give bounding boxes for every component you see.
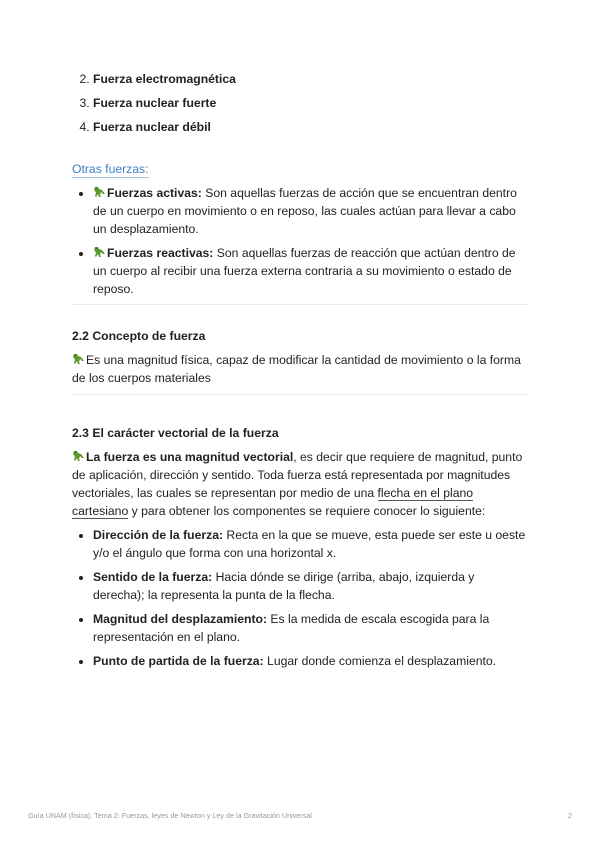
footer-title: Guía UNAM (física). Tema 2: Fuerzas, leyes de Newton y Ley de la Gravitación Universal [28, 811, 312, 820]
list-item: 2. Fuerza electromagnética [93, 70, 528, 88]
otras-fuerzas-list [72, 184, 528, 298]
list-item: • Magnitud del desplazamiento: Es la medida de escala escogida para la representación en el plano. [93, 610, 528, 646]
list-item: 4. Fuerza nuclear débil [93, 118, 528, 136]
list-item: • Fuerzas reactivas: Son aquellas fuerzas de reacción que actúan dentro de un cuerpo al recibir una fuerza externa contraria a su movimiento o estado de reposo. [93, 244, 528, 298]
section-2-2-title: 2.2 Concepto de fuerza [72, 329, 206, 343]
divider [72, 304, 528, 305]
dinosaur-icon [93, 186, 106, 198]
section-2-3-intro: La fuerza es una magnitud vectorial, es decir que requiere de magnitud, punto de aplicación, dirección y sentido. Toda fuerza está representada por magnitudes vectoriales, las cuales se representan por medio de una flecha en el plano cartesiano y para obtener los componentes se requiere conocer lo siguiente: [72, 450, 523, 518]
vector-components-list [72, 526, 528, 670]
list-item: • Punto de partida de la fuerza: Lugar donde comienza el desplazamiento. [93, 652, 528, 670]
dinosaur-icon [72, 353, 85, 365]
otras-fuerzas-heading: Otras fuerzas: [72, 162, 149, 176]
section-2-3-title: 2.3 El carácter vectorial de la fuerza [72, 426, 279, 440]
section-2-2-body: Es una magnitud física, capaz de modificar la cantidad de movimiento o la forma de los cuerpos materiales [72, 353, 521, 385]
dinosaur-icon [72, 450, 85, 462]
page-number: 2 [568, 811, 572, 820]
flecha-link[interactable]: flecha en el plano cartesiano [72, 486, 474, 518]
list-item: • Sentido de la fuerza: Hacia dónde se dirige (arriba, abajo, izquierda y derecha); la representa la punta de la flecha. [93, 568, 528, 604]
page-footer [28, 811, 572, 820]
page-content [72, 70, 528, 676]
divider [72, 394, 528, 395]
dinosaur-icon [93, 246, 106, 258]
list-item: • Dirección de la fuerza: Recta en la que se mueve, esta puede ser este u oeste y/o el ángulo que forma con una horizontal x. [93, 526, 528, 562]
list-item: • Fuerzas activas: Son aquellas fuerzas de acción que se encuentran dentro de un cuerpo en movimiento o en reposo, las cuales actúan para llevar a cabo un desplazamiento. [93, 184, 528, 238]
list-item: 3. Fuerza nuclear fuerte [93, 94, 528, 112]
forces-numbered-list [72, 70, 528, 136]
